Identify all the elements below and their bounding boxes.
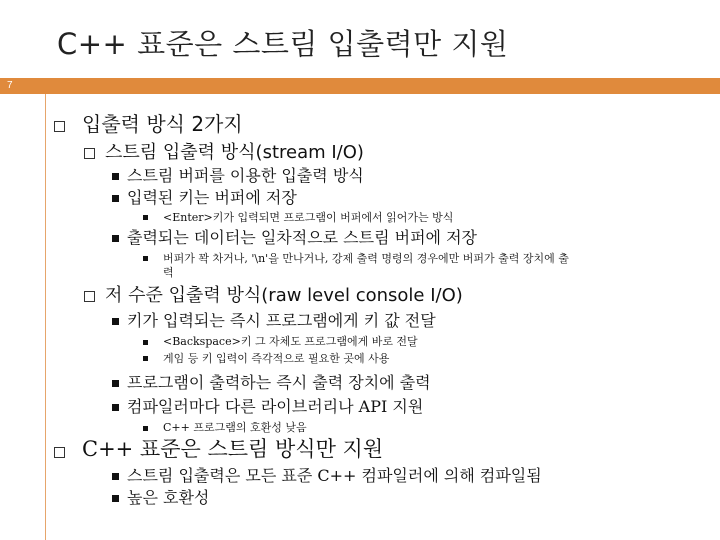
slide-title: C++ 표준은 스트림 입출력만 지원 xyxy=(57,27,509,61)
raw-subpoint-backspace: <Backspace>키 그 자체도 프로그램에게 바로 전달 xyxy=(163,335,418,348)
stream-point-buffer: 스트림 버퍼를 이용한 입출력 방식 xyxy=(127,166,364,185)
raw-subpoint-game: 게임 등 키 입력이 즉각적으로 필요한 곳에 사용 xyxy=(163,352,390,365)
bullet-small-square-icon xyxy=(143,356,148,361)
std-point-all-compilers: 스트림 입출력은 모든 표준 C++ 컴파일러에 의해 컴파일됨 xyxy=(127,466,542,485)
raw-io-heading: 저 수준 입출력 방식(raw level console I/O) xyxy=(105,285,463,306)
bullet-small-square-icon xyxy=(143,426,148,431)
left-accent-line xyxy=(45,94,46,540)
bullet-small-square-icon xyxy=(143,340,148,345)
stream-point-input-buffer: 입력된 키는 버퍼에 저장 xyxy=(127,188,297,207)
bullet-filled-square-icon xyxy=(112,318,119,325)
bullet-filled-square-icon xyxy=(112,173,119,180)
raw-subpoint-compat: C++ 프로그램의 호환성 낮음 xyxy=(163,421,307,434)
bullet-filled-square-icon xyxy=(112,195,119,202)
title-rule-bar xyxy=(0,78,720,94)
std-point-compatibility: 높은 호환성 xyxy=(127,488,210,507)
stream-subpoint-flush: 버퍼가 꽉 차거나, '\n'을 만나거나, 강제 출력 명령의 경우에만 버퍼가 출력 장치에 출 xyxy=(163,252,569,265)
bullet-filled-square-icon xyxy=(112,495,119,502)
stream-subpoint-flush-cont: 력 xyxy=(163,266,174,279)
bullet-small-square-icon xyxy=(143,215,148,220)
slide-number: 7 xyxy=(7,80,13,91)
bullet-filled-square-icon xyxy=(112,404,119,411)
stream-io-heading: 스트림 입출력 방식(stream I/O) xyxy=(105,142,364,163)
bullet-filled-square-icon xyxy=(112,473,119,480)
raw-point-compiler-api: 컴파일러마다 다른 라이브러리나 API 지원 xyxy=(127,397,424,416)
stream-point-output-buffer: 출력되는 데이터는 일차적으로 스트림 버퍼에 저장 xyxy=(127,228,478,247)
bullet-hollow-square-icon xyxy=(84,148,95,159)
bullet-hollow-square-icon xyxy=(84,291,95,302)
bullet-small-square-icon xyxy=(143,256,148,261)
raw-point-immediate-key: 키가 입력되는 즉시 프로그램에게 키 값 전달 xyxy=(127,311,436,330)
heading-io-methods: 입출력 방식 2가지 xyxy=(82,112,243,136)
stream-subpoint-enter: <Enter>키가 입력되면 프로그램이 버퍼에서 읽어가는 방식 xyxy=(163,211,454,224)
bullet-hollow-square-icon xyxy=(54,121,65,132)
raw-point-immediate-output: 프로그램이 출력하는 즉시 출력 장치에 출력 xyxy=(127,373,431,392)
bullet-filled-square-icon xyxy=(112,235,119,242)
bullet-hollow-square-icon xyxy=(54,447,65,458)
heading-cpp-standard: C++ 표준은 스트림 방식만 지원 xyxy=(82,437,384,461)
bullet-filled-square-icon xyxy=(112,380,119,387)
